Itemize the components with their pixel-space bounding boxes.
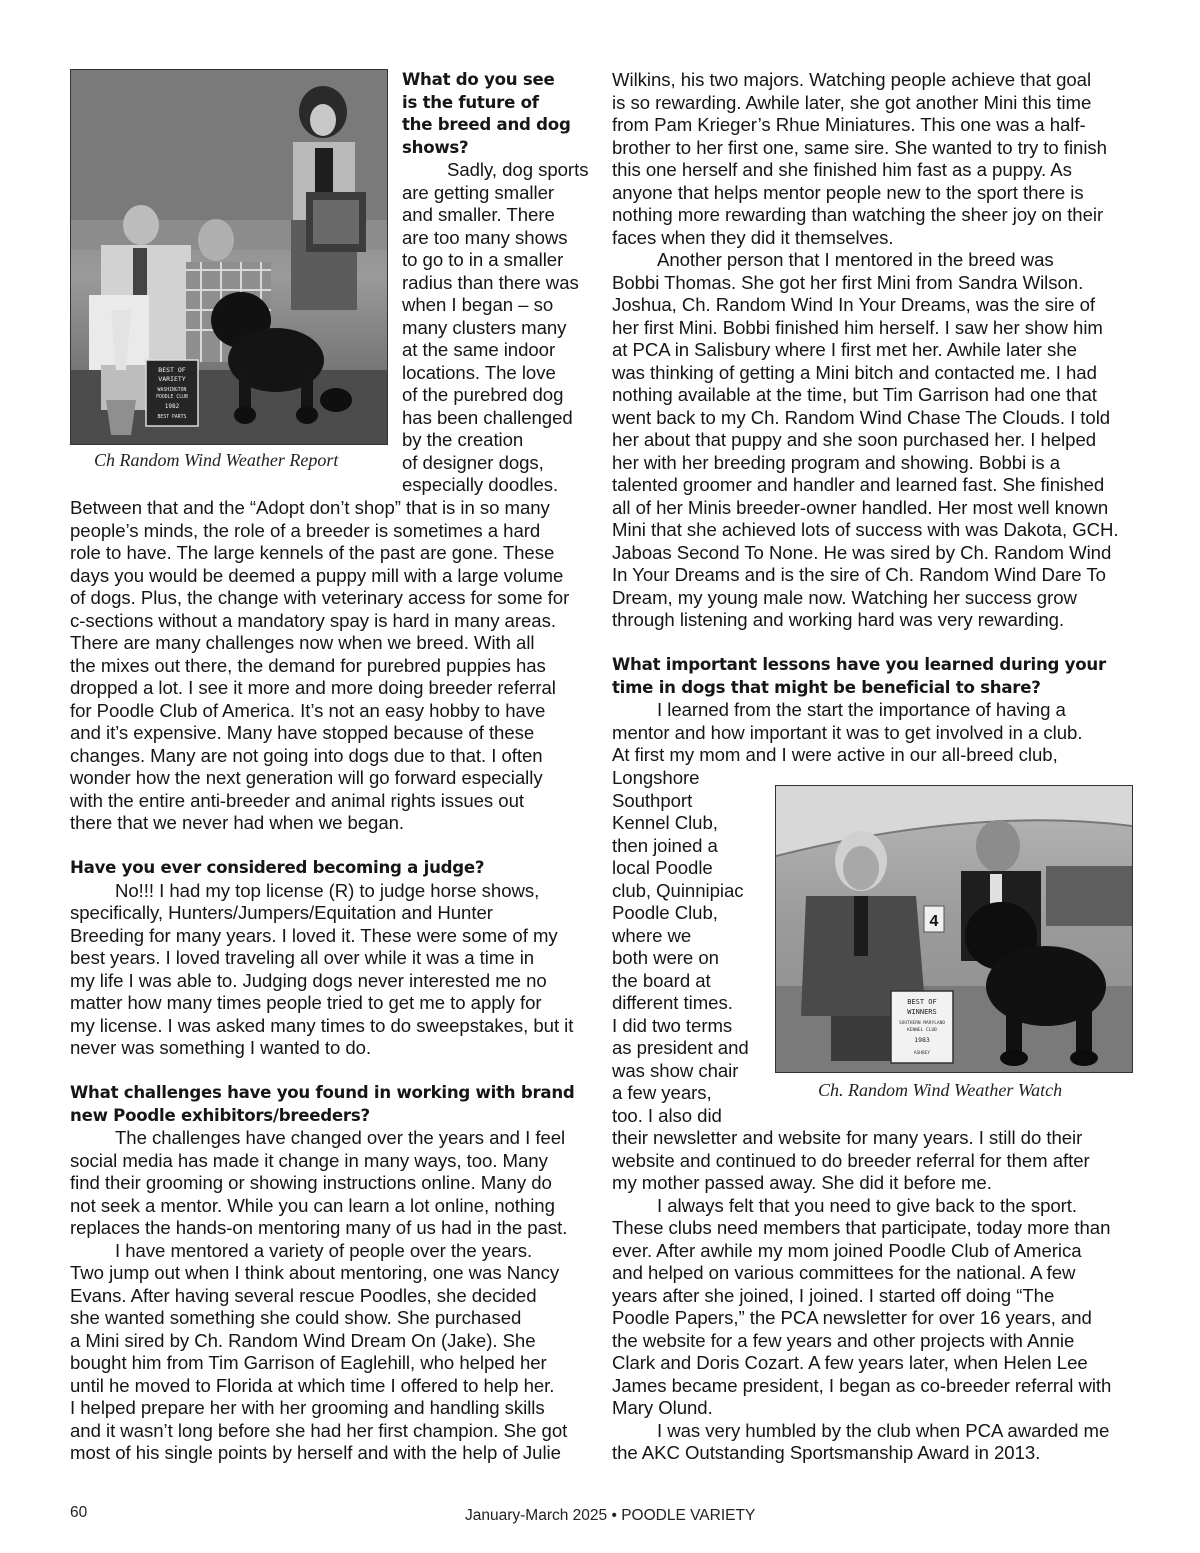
body-text-line: nothing more rewarding than watching the sheer joy on their bbox=[612, 204, 1104, 225]
body-text-line: radius than there was bbox=[402, 271, 579, 293]
body-text-line: club, Quinnipiac bbox=[612, 879, 744, 901]
sign2-line3: SOUTHERN MARYLAND bbox=[898, 1021, 946, 1026]
body-text-line: Southport bbox=[612, 789, 693, 811]
body-text-line: her first Mini. Bobbi finished him herself. I saw her show him bbox=[612, 316, 1103, 338]
body-text-line: I learned from the start the importance of having a bbox=[657, 699, 1066, 720]
body-text-line: people’s minds, the role of a breeder is sometimes a hard bbox=[70, 519, 541, 541]
body-text-line: Mini that she achieved lots of success with was Dakota, GCH. bbox=[612, 519, 1119, 540]
body-text-line: Between that and the “Adopt don’t shop” that is in so many bbox=[70, 497, 550, 518]
arm-number: 4 bbox=[929, 913, 939, 930]
body-text-line: Joshua, Ch. Random Wind In Your Dreams, was the sire of bbox=[612, 294, 1095, 315]
body-text-line: specifically, Hunters/Jumpers/Equitation and Hunter bbox=[70, 902, 493, 923]
body-text-line: changes. Many are not going into dogs due to that. I often bbox=[70, 744, 543, 766]
section-heading-line: What challenges have you found in working with brand bbox=[70, 1083, 575, 1102]
body-text-line: wonder how the next generation will go forward especially bbox=[70, 767, 543, 788]
sign2-line2: WINNERS bbox=[907, 1008, 937, 1016]
body-text-line: then joined a bbox=[612, 834, 718, 856]
photo-weather-watch bbox=[775, 785, 1133, 1073]
body-text-line: through listening and working hard was very rewarding. bbox=[612, 609, 1065, 630]
publication-footer: January-March 2025 • POODLE VARIETY bbox=[465, 1507, 756, 1524]
body-text-line: days you would be deemed a puppy mill with a large volume bbox=[70, 564, 564, 586]
body-text-line: went back to my Ch. Random Wind Chase The Clouds. I told bbox=[612, 406, 1111, 428]
body-text-line: at the same indoor bbox=[402, 339, 556, 360]
body-text-line: she wanted something she could show. She purchased bbox=[70, 1307, 522, 1328]
body-text-line: social media has made it change in many ways, too. Many bbox=[70, 1149, 548, 1171]
sign1-line4: POODLE CLUB bbox=[156, 395, 188, 400]
body-text-line: Dream, my young male now. Watching her success grow bbox=[612, 586, 1077, 608]
body-text-line: anyone that helps mentor people new to the sport there is bbox=[612, 181, 1084, 203]
body-text-line: Evans. After having several rescue Poodles, she decided bbox=[70, 1284, 537, 1306]
section-heading-line: the breed and dog bbox=[402, 115, 571, 134]
body-text-line: all of her Minis breeder-owner handled. Her most well known bbox=[612, 496, 1109, 518]
section-heading-line: is the future of bbox=[402, 92, 539, 112]
section-heading-line: Have you ever considered becoming a judge? bbox=[70, 858, 485, 877]
body-text-line: c-sections without a mandatory spay is hard in many areas. bbox=[70, 609, 556, 631]
body-text-line: as president and bbox=[612, 1037, 749, 1058]
body-text-line: different times. bbox=[612, 992, 733, 1013]
section-heading-line: time in dogs that might be beneficial to share? bbox=[612, 677, 1041, 697]
body-text-line: too. I also did bbox=[612, 1104, 722, 1126]
body-text-line: from Pam Krieger’s Rhue Miniatures. This one was a half- bbox=[612, 114, 1086, 135]
body-text-line: not seek a mentor. While you can learn a lot online, nothing bbox=[70, 1194, 555, 1216]
photo-weather-watch-image bbox=[776, 786, 1132, 1072]
body-text-line: and helped on various committees for the national. A few bbox=[612, 1262, 1076, 1283]
body-text-line: Clark and Doris Cozart. A few years later, when Helen Lee bbox=[612, 1352, 1088, 1373]
photo-weather-watch-caption: Ch. Random Wind Weather Watch bbox=[818, 1080, 1063, 1100]
body-text-line: the board at bbox=[612, 969, 711, 991]
sign2-line6: ASHBEY bbox=[913, 1051, 931, 1056]
body-text-line: the website for a few years and other projects with Annie bbox=[612, 1329, 1075, 1351]
body-text-line: there that we never had when we began. bbox=[70, 812, 405, 833]
section-heading-line: new Poodle exhibitors/breeders? bbox=[70, 1105, 370, 1125]
body-text-line: my life I was able to. Judging dogs never interested me no bbox=[70, 969, 547, 991]
body-text-line: bought him from Tim Garrison of Eaglehill, who helped her bbox=[70, 1352, 547, 1373]
body-text-line: both were on bbox=[612, 947, 719, 968]
sign1-line2: VARIETY bbox=[158, 375, 186, 383]
body-text-line: of designer dogs, bbox=[402, 451, 544, 473]
photo-weather-report bbox=[70, 69, 388, 445]
body-text-line: until he moved to Florida at which time I offered to help her. bbox=[70, 1374, 555, 1396]
body-text-line: Jaboas Second To None. He was sired by Ch. Random Wind bbox=[612, 541, 1112, 563]
body-text-line: talented groomer and handler and learned fast. She finished bbox=[612, 474, 1105, 495]
body-text-line: locations. The love bbox=[402, 361, 556, 383]
body-text-line: my license. I was asked many times to do sweepstakes, but it bbox=[70, 1014, 574, 1036]
body-text-line: this one herself and she finished him fast as a puppy. As bbox=[612, 159, 1072, 180]
body-text-line: best years. I loved traveling all over while it was a time in bbox=[70, 947, 535, 968]
body-text-line: a Mini sired by Ch. Random Wind Dream On (Jake). She bbox=[70, 1329, 536, 1351]
body-text-line: website and continued to do breeder referral for them after bbox=[612, 1149, 1090, 1171]
body-text-line: find their grooming or showing instructions online. Many do bbox=[70, 1172, 552, 1193]
body-text-line: and it wasn’t long before she had her first champion. She got bbox=[70, 1419, 568, 1441]
body-text-line: Sadly, dog sports bbox=[447, 159, 589, 180]
body-text-line: Mary Olund. bbox=[612, 1397, 713, 1418]
body-text-line: These clubs need members that participate, today more than bbox=[612, 1217, 1111, 1238]
body-text-line: Wilkins, his two majors. Watching people achieve that goal bbox=[612, 69, 1092, 90]
body-text-line: Breeding for many years. I loved it. These were some of my bbox=[70, 924, 558, 946]
body-text-line: I always felt that you need to give back to the sport. bbox=[657, 1194, 1078, 1216]
body-text-line: The challenges have changed over the years and I feel bbox=[115, 1127, 566, 1148]
body-text-line: where we bbox=[612, 924, 692, 946]
body-text-line: with the entire anti-breeder and animal rights issues out bbox=[70, 789, 524, 811]
body-text-line: Poodle Club, bbox=[612, 902, 718, 923]
body-text-line: by the creation bbox=[402, 429, 524, 450]
sign2-line4: KENNEL CLUB bbox=[907, 1028, 937, 1033]
body-text-line: her about that puppy and she soon purchased her. I helped bbox=[612, 429, 1097, 450]
body-text-line: to go to in a smaller bbox=[402, 249, 564, 270]
body-text-line: Two jump out when I think about mentoring, one was Nancy bbox=[70, 1262, 560, 1283]
sign1-line1: BEST OF bbox=[158, 366, 186, 374]
body-text-line: years after she joined, I joined. I started off doing “The bbox=[612, 1284, 1055, 1306]
body-text-line: Bobbi Thomas. She got her first Mini from Sandra Wilson. bbox=[612, 271, 1084, 293]
body-text-line: was thinking of getting a Mini bitch and contacted me. I had bbox=[612, 361, 1097, 383]
body-text-line: I did two terms bbox=[612, 1014, 733, 1036]
body-text-line: most of his single points by herself and with the help of Julie bbox=[70, 1442, 561, 1463]
body-text-line: No!!! I had my top license (R) to judge horse shows, bbox=[115, 879, 540, 901]
body-text-line: has been challenged bbox=[402, 406, 573, 428]
sign2-line1: BEST OF bbox=[907, 998, 937, 1006]
sign2-line5: 1983 bbox=[914, 1036, 930, 1044]
body-text-line: was show chair bbox=[612, 1059, 739, 1081]
body-text-line: her with her breeding program and showing. Bobbi is a bbox=[612, 451, 1060, 473]
body-text-line: especially doodles. bbox=[402, 474, 559, 495]
body-text-line: are getting smaller bbox=[402, 181, 555, 203]
body-text-line: never was something I wanted to do. bbox=[70, 1037, 372, 1058]
body-text-line: Longshore bbox=[612, 767, 700, 788]
body-text-line: James became president, I began as co-breeder referral with bbox=[612, 1374, 1112, 1396]
body-text-line: role to have. The large kennels of the past are gone. These bbox=[70, 542, 555, 563]
body-text-line: Kennel Club, bbox=[612, 812, 718, 833]
body-text-line: at PCA in Salisbury where I first met her. Awhile later she bbox=[612, 339, 1077, 360]
body-text-line: replaces the hands-on mentoring many of us had in the past. bbox=[70, 1217, 568, 1238]
section-heading-line: What important lessons have you learned during your bbox=[612, 655, 1106, 674]
sign1-line3: WASHINGTON bbox=[157, 388, 187, 393]
body-text-line: At first my mom and I were active in our all-breed club, bbox=[612, 744, 1058, 765]
body-text-line: faces when they did it themselves. bbox=[612, 226, 894, 248]
body-text-line: of dogs. Plus, the change with veterinary access for some for bbox=[70, 587, 570, 608]
body-text-line: and it’s expensive. Many have stopped because of these bbox=[70, 722, 535, 743]
body-text-line: brother to her first one, same sire. She wanted to try to finish bbox=[612, 136, 1107, 158]
body-text-line: Another person that I mentored in the breed was bbox=[657, 249, 1054, 270]
body-text-line: dropped a lot. I see it more and more doing breeder referral bbox=[70, 677, 556, 698]
body-text-line: local Poodle bbox=[612, 857, 713, 878]
body-text-line: matter how many times people tried to get me to apply for bbox=[70, 992, 542, 1013]
body-text-line: for Poodle Club of America. It’s not an easy hobby to have bbox=[70, 699, 546, 721]
section-heading-line: What do you see bbox=[402, 70, 555, 89]
body-text-line: of the purebred dog bbox=[402, 384, 564, 405]
photo-weather-report-image bbox=[71, 70, 387, 444]
body-text-line: ever. After awhile my mom joined Poodle Club of America bbox=[612, 1239, 1082, 1261]
body-text-line: a few years, bbox=[612, 1082, 712, 1103]
sign1-line6: BEST PARTS bbox=[157, 415, 187, 420]
page-number: 60 bbox=[70, 1504, 88, 1521]
body-text-line: nothing available at the time, but Tim Garrison had one that bbox=[612, 384, 1097, 405]
body-text-line: is so rewarding. Awhile later, she got another Mini this time bbox=[612, 91, 1092, 113]
body-text-line: when I began – so bbox=[402, 294, 554, 315]
body-text-line: many clusters many bbox=[402, 316, 567, 338]
body-text-line: the AKC Outstanding Sportsmanship Award in 2013. bbox=[612, 1442, 1041, 1463]
body-text-line: I was very humbled by the club when PCA awarded me bbox=[657, 1419, 1110, 1441]
photo-weather-report-caption: Ch Random Wind Weather Report bbox=[94, 450, 339, 470]
body-text-line: I have mentored a variety of people over the years. bbox=[115, 1239, 533, 1261]
body-text-line: my mother passed away. She did it before me. bbox=[612, 1172, 992, 1193]
body-text-line: their newsletter and website for many years. I still do their bbox=[612, 1127, 1083, 1148]
body-text-line: Poodle Papers,” the PCA newsletter for over 16 years, and bbox=[612, 1307, 1092, 1328]
body-text-line: and smaller. There bbox=[402, 204, 555, 225]
body-text-line: I helped prepare her with her grooming and handling skills bbox=[70, 1397, 545, 1418]
body-text-line: In Your Dreams and is the sire of Ch. Random Wind Dare To bbox=[612, 564, 1106, 585]
body-text-line: There are many challenges now when we breed. With all bbox=[70, 632, 535, 653]
section-heading-line: shows? bbox=[402, 137, 469, 157]
body-text-line: the mixes out there, the demand for purebred puppies has bbox=[70, 654, 546, 676]
sign1-line5: 1982 bbox=[164, 403, 180, 410]
body-text-line: mentor and how important it was to get involved in a club. bbox=[612, 721, 1083, 743]
body-text-line: are too many shows bbox=[402, 226, 568, 248]
